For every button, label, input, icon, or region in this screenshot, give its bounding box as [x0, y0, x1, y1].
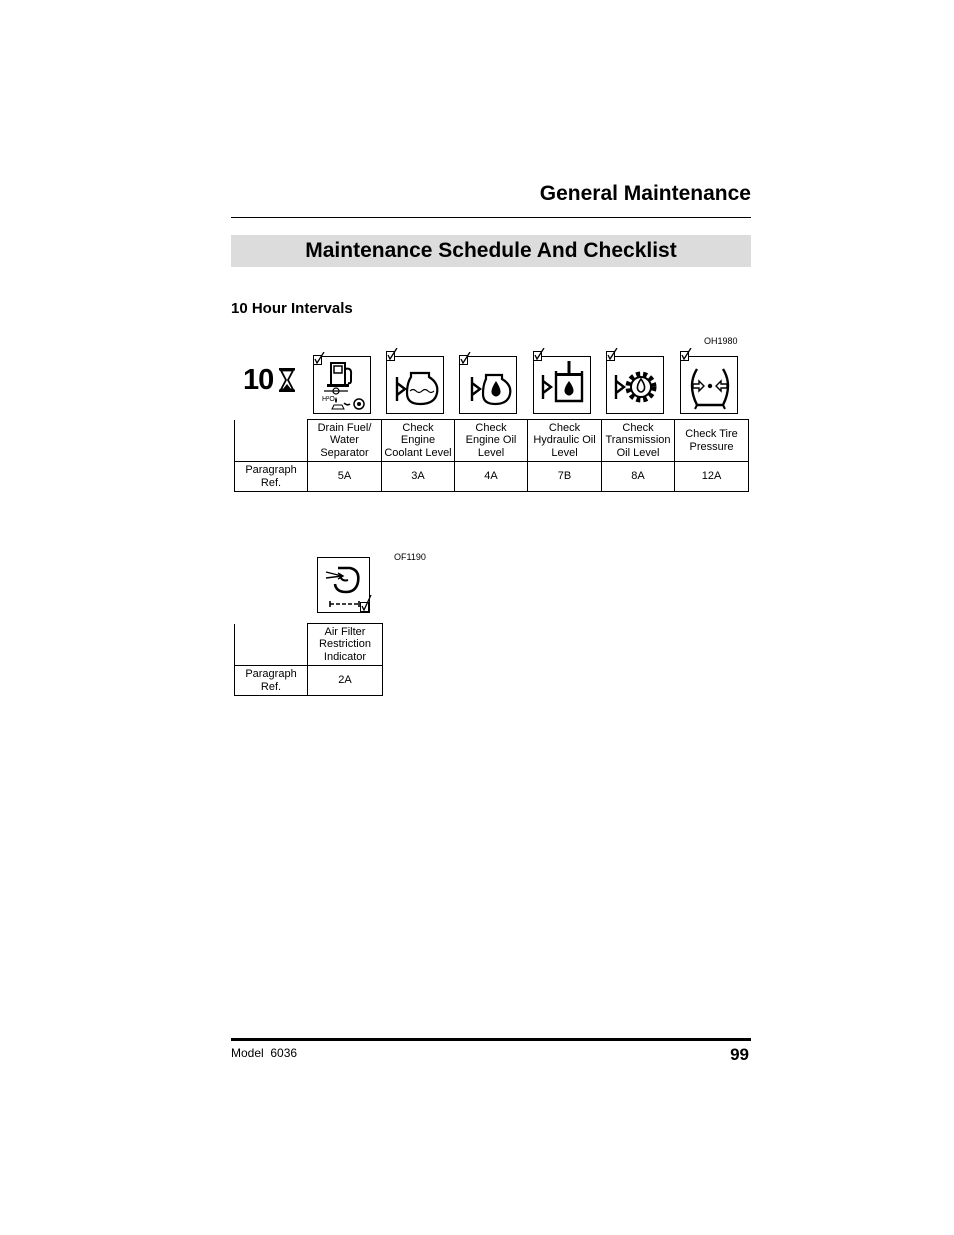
table-row	[235, 420, 749, 462]
figure-id-oh1980: OH1980	[704, 336, 738, 346]
interval-table	[234, 419, 749, 492]
air-filter-table	[234, 623, 383, 696]
page-title: Maintenance Schedule And Checklist	[305, 239, 677, 262]
item-check-engine-coolant: Check Engine Coolant Level	[382, 420, 455, 462]
interval-heading: 10 Hour Intervals	[231, 300, 353, 317]
checkbox-icon	[386, 348, 398, 362]
checkbox-icon	[606, 348, 618, 362]
table-corner-cell	[235, 420, 308, 462]
header-rule	[231, 217, 751, 218]
ref-cell: 3A	[382, 462, 455, 492]
ref-cell: 7B	[528, 462, 602, 492]
ref-cell: 12A	[675, 462, 749, 492]
checkbox-icon	[533, 348, 545, 362]
figure-id-of1190: OF1190	[394, 552, 426, 562]
table-row	[235, 624, 383, 666]
item-air-filter-restriction: Air Filter Restriction Indicator	[308, 624, 383, 666]
engine-coolant-icon	[387, 357, 445, 415]
checkbox-icon	[360, 595, 372, 613]
transmission-oil-icon	[607, 357, 665, 415]
hydraulic-oil-icon	[534, 357, 592, 415]
checkbox-icon	[459, 352, 471, 366]
checkbox-icon	[313, 352, 325, 366]
section-title: General Maintenance	[539, 182, 751, 205]
hydraulic-oil-icon-box	[533, 356, 591, 414]
item-check-engine-oil: Check Engine Oil Level	[455, 420, 528, 462]
item-check-tire-pressure: Check Tire Pressure	[675, 420, 749, 462]
item-check-transmission-oil: Check Transmission Oil Level	[602, 420, 675, 462]
hourglass-icon	[278, 368, 296, 392]
checkbox-icon	[680, 348, 692, 362]
ref-cell: 8A	[602, 462, 675, 492]
table-row	[235, 666, 383, 696]
page-number: 99	[730, 1045, 749, 1064]
row-label-paragraph-ref: Paragraph Ref.	[235, 462, 308, 492]
ref-cell: 5A	[308, 462, 382, 492]
tire-pressure-icon	[681, 357, 739, 415]
interval-hours: 10	[243, 364, 274, 396]
table-row	[235, 462, 749, 492]
item-check-hydraulic-oil: Check Hydraulic Oil Level	[528, 420, 602, 462]
engine-coolant-icon-box	[386, 356, 444, 414]
fuel-icon-label: H²O	[322, 396, 335, 403]
ref-cell: 2A	[308, 666, 383, 696]
model-label: Model 6036	[231, 1046, 298, 1060]
tire-pressure-icon-box	[680, 356, 738, 414]
footer-rule	[231, 1038, 751, 1041]
table-corner-cell	[235, 624, 308, 666]
row-label-paragraph-ref: Paragraph Ref.	[235, 666, 308, 696]
ref-cell: 4A	[455, 462, 528, 492]
transmission-oil-icon-box	[606, 356, 664, 414]
item-drain-fuel-water-separator: Drain Fuel/ Water Separator	[308, 420, 382, 462]
